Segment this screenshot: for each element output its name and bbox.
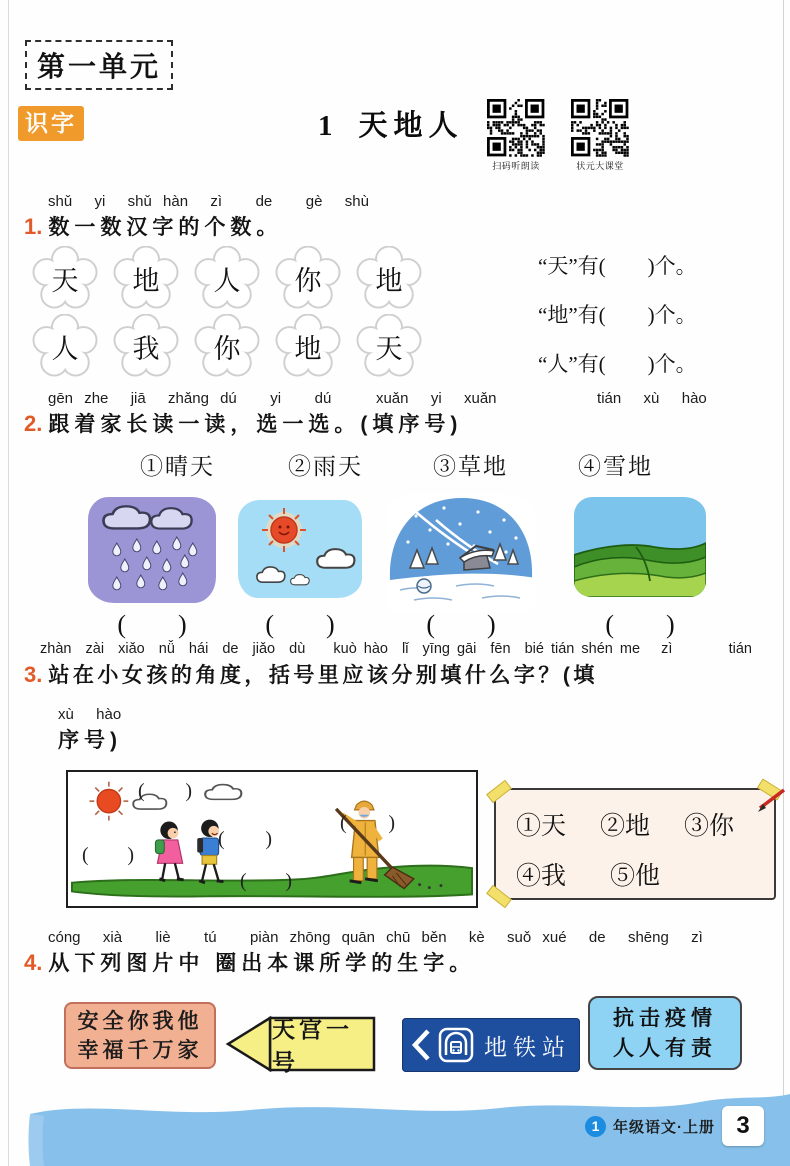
sign-line: 人人有责 bbox=[613, 1036, 717, 1060]
exercise2-pinyin: gēn zhe jiā zhǎng dú yi dú xuǎn yi xuǎn tián xù hào bbox=[48, 390, 707, 407]
flower-char: 人 bbox=[26, 314, 104, 378]
exercise3-number: 3. bbox=[24, 662, 43, 687]
lesson-number: 1 bbox=[318, 110, 333, 142]
qr-code-listen bbox=[479, 99, 553, 172]
street-scene-illustration bbox=[66, 770, 478, 908]
word-option: ③你 bbox=[684, 813, 735, 840]
flower-char: 人 bbox=[188, 246, 266, 310]
answer-blank-1: ( ) bbox=[117, 610, 187, 639]
flower-row-2 bbox=[26, 314, 428, 378]
word-option: ①天 bbox=[516, 813, 567, 840]
option-snow: ④雪地 bbox=[578, 454, 653, 479]
flower-char: 你 bbox=[188, 314, 266, 378]
sign-line: 抗击疫情 bbox=[613, 1006, 717, 1030]
option-grass: ③草地 bbox=[433, 454, 508, 479]
exercise3-stem-line2-row bbox=[58, 724, 122, 754]
exercise3-pinyin-line2: xù hào bbox=[58, 706, 122, 723]
flower-grid bbox=[26, 246, 428, 378]
exercise2-stem: 跟着家长读一读，选一选。(填序号) bbox=[48, 413, 463, 436]
page-number: 3 bbox=[722, 1106, 764, 1146]
chevron-left-icon bbox=[410, 1028, 432, 1062]
word-option: ④我 bbox=[516, 863, 567, 890]
exercise1-pinyin: shǔ yi shǔ hàn zì de gè shù bbox=[48, 193, 369, 210]
option-sunny: ①晴天 bbox=[140, 454, 215, 479]
qr-caption: 扫码听朗读 bbox=[492, 161, 540, 171]
picture-rainy-day bbox=[88, 497, 216, 603]
flower-char: 地 bbox=[269, 314, 347, 378]
qr-code-icon bbox=[571, 99, 629, 157]
scene-blank-1: ( ) bbox=[138, 780, 192, 802]
word-option: ⑤他 bbox=[610, 863, 661, 890]
sign-text: 地铁站 bbox=[484, 1034, 571, 1060]
tape-icon bbox=[486, 885, 512, 908]
exercise3-stem-row bbox=[24, 659, 598, 689]
footer-info bbox=[585, 1106, 764, 1146]
exercise1-number: 1. bbox=[24, 214, 43, 239]
metro-station-sign bbox=[402, 1018, 580, 1072]
exercise2-number: 2. bbox=[24, 411, 43, 436]
red-pen-icon bbox=[756, 786, 790, 816]
answer-line-ren: “人”有( )个。 bbox=[538, 352, 697, 376]
answer-blank-4: ( ) bbox=[605, 610, 675, 639]
answer-blank-2: ( ) bbox=[265, 610, 335, 639]
exercise4-stem-row bbox=[24, 947, 475, 977]
grade-badge: 1 bbox=[585, 1116, 606, 1137]
exercise4-pinyin: cóng xià liè tú piàn zhōng quān chū běn kè suǒ xué de shēng zì bbox=[48, 929, 703, 946]
answer-line-di: “地”有( )个。 bbox=[538, 303, 697, 327]
exercise4-number: 4. bbox=[24, 950, 43, 975]
safety-banner-sign bbox=[64, 1002, 216, 1069]
word-bank-note bbox=[494, 788, 776, 900]
exercise1-answer-lines bbox=[538, 250, 697, 397]
page-edge-left bbox=[8, 0, 9, 1166]
picture-snowy-field bbox=[386, 494, 536, 612]
scene-blank-5: ( ) bbox=[340, 812, 395, 834]
sign-text: 天宫一号 bbox=[272, 1017, 353, 1075]
flower-char: 天 bbox=[26, 246, 104, 310]
flower-char: 地 bbox=[107, 246, 185, 310]
tiangong-arrow-sign bbox=[224, 1014, 376, 1074]
lesson-title-text: 天地人 bbox=[358, 110, 464, 142]
answer-blank-3: ( ) bbox=[426, 610, 496, 639]
flower-char: 地 bbox=[350, 246, 428, 310]
tape-icon bbox=[486, 780, 512, 803]
series-title: 年级语文·上册 bbox=[613, 1118, 715, 1136]
answer-line-tian: “天”有( )个。 bbox=[538, 254, 697, 278]
flower-row-1 bbox=[26, 246, 428, 310]
scene-blank-2: ( ) bbox=[82, 844, 134, 866]
qr-caption: 状元大课堂 bbox=[576, 161, 624, 171]
scene-blank-3: ( ) bbox=[218, 828, 272, 850]
exercise1-stem: 数一数汉字的个数。 bbox=[48, 216, 283, 239]
picture-grassland bbox=[574, 497, 706, 597]
exercise3-stem-line1: 站在小女孩的角度，括号里应该分别填什么字？(填 bbox=[48, 664, 598, 687]
exercise3-stem-line2: 序号) bbox=[58, 729, 122, 752]
page-edge-right bbox=[783, 0, 784, 1166]
scene-blank-4: ( ) bbox=[240, 870, 292, 892]
word-bank-row-1 bbox=[516, 806, 774, 842]
qr-code-icon bbox=[487, 99, 545, 157]
word-bank-row-2 bbox=[516, 856, 774, 892]
sign-line: 安全你我他 bbox=[77, 1008, 203, 1033]
subway-icon bbox=[438, 1027, 474, 1063]
exercise2-stem-row bbox=[24, 408, 462, 438]
exercise3-pinyin-line1: zhàn zài xiǎo nǚ hái de jiǎo dù kuò hào lǐ yīng gāi fēn bié tián shén me zì tián bbox=[40, 641, 752, 657]
word-option: ②地 bbox=[600, 813, 651, 840]
flower-char: 我 bbox=[107, 314, 185, 378]
picture-sunny-day bbox=[238, 500, 362, 598]
flower-char: 天 bbox=[350, 314, 428, 378]
lesson-title bbox=[318, 103, 464, 144]
flower-char: 你 bbox=[269, 246, 347, 310]
sign-line: 幸福千万家 bbox=[77, 1037, 203, 1062]
epidemic-banner-sign bbox=[588, 996, 742, 1070]
option-rainy: ②雨天 bbox=[288, 454, 363, 479]
exercise4-stem: 从下列图片中 圈出本课所学的生字。 bbox=[48, 952, 476, 975]
section-tab-shizi: 识字 bbox=[18, 106, 84, 141]
exercise1-stem-row bbox=[24, 211, 282, 241]
unit-header: 第一单元 bbox=[25, 40, 173, 90]
qr-code-classroom bbox=[563, 99, 637, 172]
